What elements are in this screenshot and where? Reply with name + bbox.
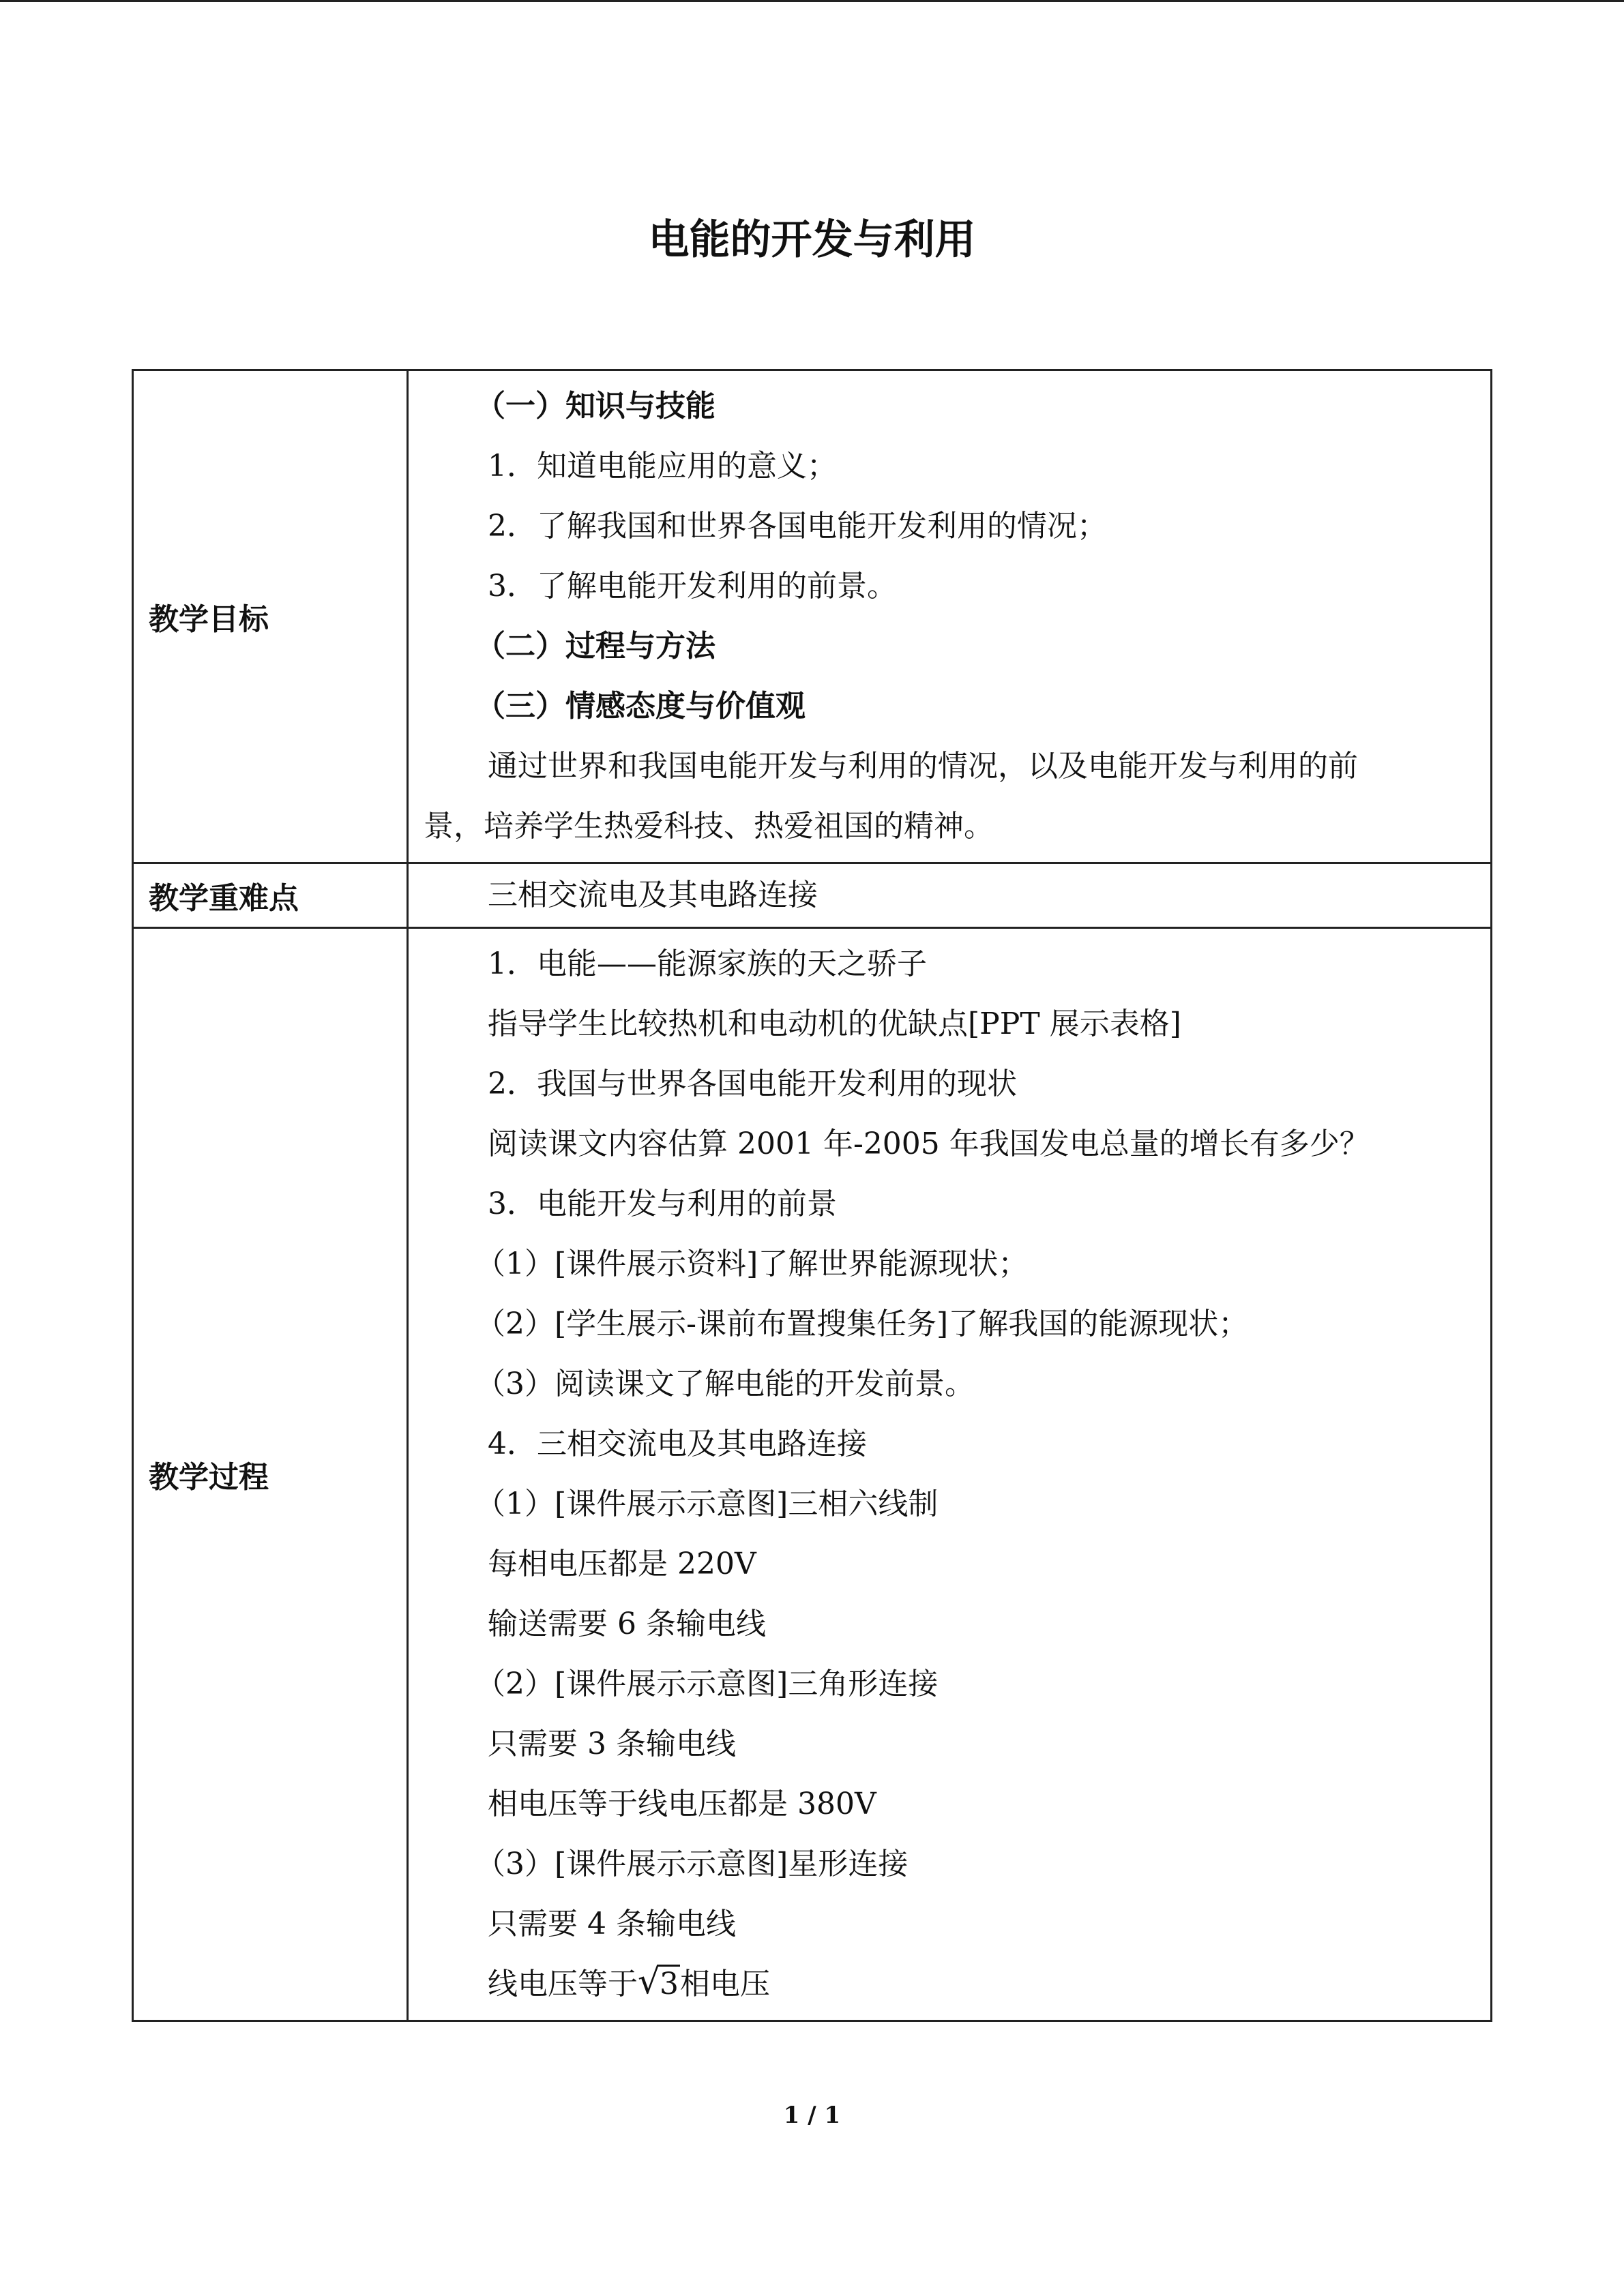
goals-paragraph-line-2: 景，培养学生热爱科技、热爱祖国的精神。	[424, 809, 994, 844]
process-line: （2）[课件展示示意图]三角形连接	[475, 1667, 939, 1701]
goals-heading-process: （二）过程与方法	[475, 629, 715, 664]
process-line: 只需要 3 条输电线	[488, 1727, 736, 1761]
table-row-key-points	[133, 863, 1492, 928]
goals-content	[408, 370, 1492, 863]
table-row-goals	[133, 370, 1492, 863]
radicand: 3	[658, 1965, 680, 2001]
goals-item-2: 2．了解我国和世界各国电能开发利用的情况；	[488, 509, 1107, 543]
goals-label: 教学目标	[133, 370, 408, 863]
goals-item-3: 3．了解电能开发利用的前景。	[488, 569, 897, 603]
key-points-content	[408, 863, 1492, 928]
top-border-rule	[0, 0, 1624, 2]
key-points-line: 三相交流电及其电路连接	[488, 878, 818, 912]
table-row-process	[133, 928, 1492, 2021]
process-line: 指导学生比较热机和电动机的优缺点[PPT 展示表格]	[488, 1007, 1181, 1041]
process-content	[408, 928, 1492, 2021]
process-line: 阅读课文内容估算 2001 年-2005 年我国发电总量的增长有多少？	[488, 1127, 1370, 1161]
goals-item-1: 1．知道电能应用的意义；	[488, 449, 837, 483]
process-line: （3）阅读课文了解电能的开发前景。	[475, 1367, 975, 1401]
lesson-plan-table	[132, 369, 1492, 2022]
process-line: 1．电能——能源家族的天之骄子	[488, 946, 927, 981]
goals-heading-attitude: （三）情感态度与价值观	[475, 689, 806, 724]
process-line: 相电压等于线电压都是 380V	[488, 1787, 876, 1821]
sqrt-prefix: 线电压等于	[488, 1967, 638, 2001]
goals-paragraph-line-1: 通过世界和我国电能开发与利用的情况，以及电能开发与利用的前	[488, 749, 1358, 784]
process-line: （1）[课件展示示意图]三相六线制	[475, 1487, 939, 1521]
process-line: 每相电压都是 220V	[488, 1547, 756, 1581]
process-line: （3）[课件展示示意图]星形连接	[475, 1847, 909, 1881]
process-line-sqrt	[424, 1954, 1463, 2014]
process-line: 4．三相交流电及其电路连接	[488, 1427, 867, 1461]
process-line: （2）[学生展示-课前布置搜集任务]了解我国的能源现状；	[475, 1307, 1249, 1341]
process-line: （1）[课件展示资料]了解世界能源现状；	[475, 1247, 1029, 1281]
process-line: 只需要 4 条输电线	[488, 1907, 736, 1941]
key-points-label: 教学重难点	[133, 863, 408, 928]
process-label: 教学过程	[133, 928, 408, 2021]
process-line: 输送需要 6 条输电线	[488, 1607, 766, 1641]
page-number: 1 / 1	[783, 2102, 841, 2129]
page-title: 电能的开发与利用	[648, 216, 976, 264]
process-line: 3．电能开发与利用的前景	[488, 1187, 837, 1221]
square-root-expression	[638, 1954, 680, 2014]
radical-sign: √	[638, 1961, 661, 2002]
process-line: 2．我国与世界各国电能开发利用的现状	[488, 1067, 1017, 1101]
sqrt-suffix: 相电压	[680, 1967, 770, 2001]
goals-heading-knowledge: （一）知识与技能	[475, 389, 715, 423]
